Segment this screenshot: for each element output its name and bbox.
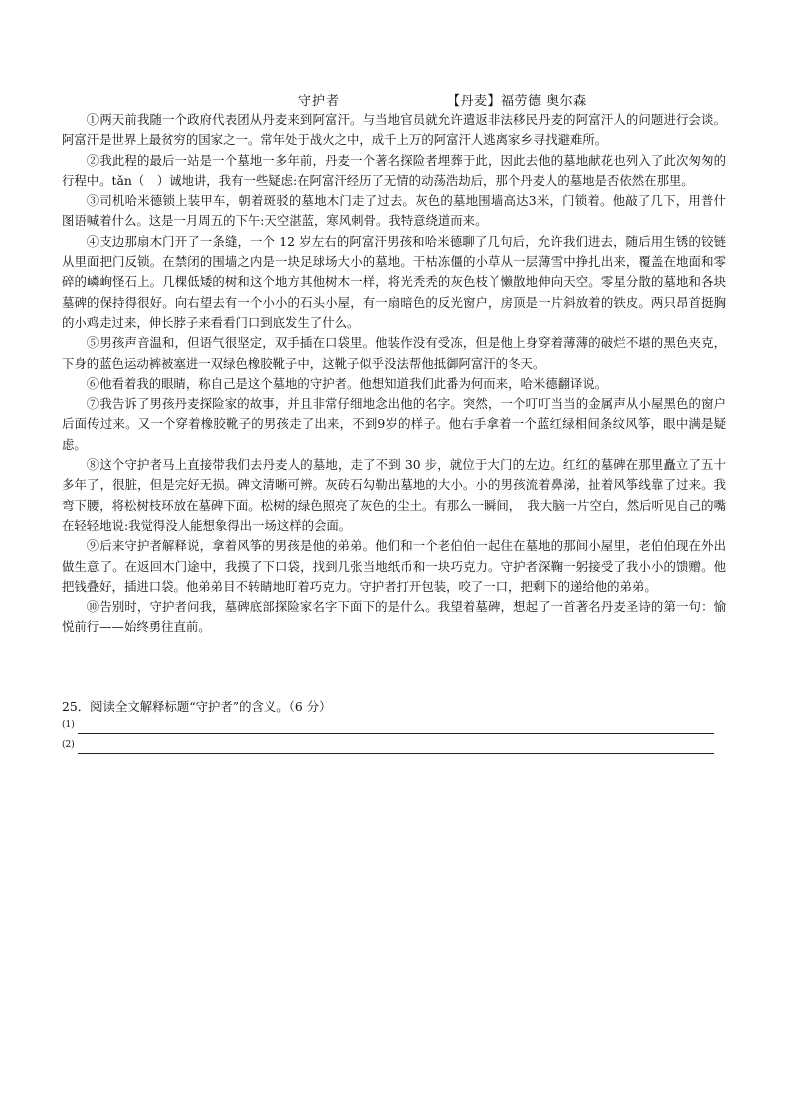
answer-underline [78,753,714,754]
answer-number: (1) [62,720,75,730]
answer-number: (2) [62,740,75,750]
paragraph-4: ④支边那扇木门开了一条缝，一个 12 岁左右的阿富汗男孩和哈米德聊了几句后，允许我们进去，随后用生锈的铰链从里面把门反锁。在禁闭的围墙之内是一块足球场大小的墓地。干枯冻僵的小草从一层薄雪中挣扎出来，覆盖在地面和零碎的嶙峋怪石上。几棵低矮的树和这个地方其他树木一样，将光秃秃的灰色枝丫懒散地伸向天空。零星分散的墓地和各块墓碑的保持得很好。向右望去有一个小小的石头小屋，有一扇暗色的反光窗户，房顶是一片斜放着的铁皮。两只昂首挺胸的小鸡走过来，伸长脖子来看看门口到底发生了什么。 [62,233,726,330]
paragraph-8: ⑧这个守护者马上直接带我们去丹麦人的墓地，走了不到 30 步，就位于大门的左边。红红的墓碑在那里矗立了五十多年了，很脏，但是完好无损。碑文清晰可辨。灰砖石勾勒出墓地的大小。小的男孩流着鼻涕，扯着风筝线靠了过来。我弯下腰，将松树枝环放在墓碑下面。松树的绿色照亮了灰色的尘土。有那么一瞬间， 我大脑一片空白，然后听见自己的嘴在轻轻地说:我觉得没人能想象得出一场这样的会面。 [62,457,726,533]
answer-underline [78,733,714,734]
question-prompt: 25．阅读全文解释标题“守护者”的含义。（6 分） [62,699,332,714]
article-body [62,110,726,638]
paragraph-6: ⑥他看着我的眼睛，称自己是这个墓地的守护者。他想知道我们此番为何而来，哈米德翻译说。 [86,375,608,391]
paragraph-10: ⑩告别时，守护者问我，墓碑底部探险家名字下面下的是什么。我望着墓碑，想起了一首著名丹麦圣诗的第一句：愉悦前行——始终勇往直前。 [62,599,726,635]
paragraph-2: ②我此程的最后一站是一个墓地一多年前，丹麦一个著名探险者埋葬于此，因此去他的墓地献花也列入了此次匆匆的行程中。tǎn（ ）诚地讲，我有一些疑虑:在阿富汗经历了无情的动荡浩劫后，那个丹麦人的墓地是否依然在那里。 [62,152,726,188]
article-author: 【丹麦】福劳德 奥尔森 [447,94,587,109]
paragraph-9: ⑨后来守护者解释说，拿着风筝的男孩是他的弟弟。他们和一个老伯伯一起住在墓地的那间小屋里，老伯伯现在外出做生意了。在返回木门途中，我摸了下口袋，找到几张当地纸币和一块巧克力。守护者深鞠一躬接受了我小小的馈赠。他把钱叠好，插进口袋。他弟弟目不转睛地盯着巧克力。守护者打开包装，咬了一口，把剩下的递给他的弟弟。 [62,538,726,594]
answer-line-1[interactable] [62,718,714,736]
paragraph-7: ⑦我告诉了男孩丹麦探险家的故事，并且非常仔细地念出他的名字。突然，一个叮叮当当的金属声从小屋黑色的窗户后面传过来。又一个穿着橡胶靴子的男孩走了出来，不到9岁的样子。他右手拿着一个蓝红绿相间条纹风筝，眼中满是疑虑。 [62,396,726,452]
paragraph-1: ①两天前我随一个政府代表团从丹麦来到阿富汗。与当地官员就允许遣返非法移民丹麦的阿富汗人的问题进行会谈。阿富汗是世界上最贫穷的国家之一。常年处于战火之中，成千上万的阿富汗人逃离家乡寻找避难所。 [62,112,726,148]
article-header [0,90,790,110]
article-title: 守护者 [298,94,341,109]
paragraph-5: ⑤男孩声音温和，但语气很坚定，双手插在口袋里。他装作没有受冻，但是他上身穿着薄薄的破烂不堪的黑色夹克，下身的蓝色运动裤被塞进一双绿色橡胶靴子中，这靴子似乎没法帮他抵御阿富汗的冬天。 [62,335,726,371]
paragraph-3: ③司机哈米德锁上装甲车，朝着斑驳的墓地木门走了过去。灰色的墓地围墙高达3米，门锁着。他敲了几下，用普什图语喊着什么。这是一月周五的下午:天空湛蓝，寒风刺骨。我特意绕道而来。 [62,193,726,229]
answer-line-2[interactable] [62,738,714,756]
